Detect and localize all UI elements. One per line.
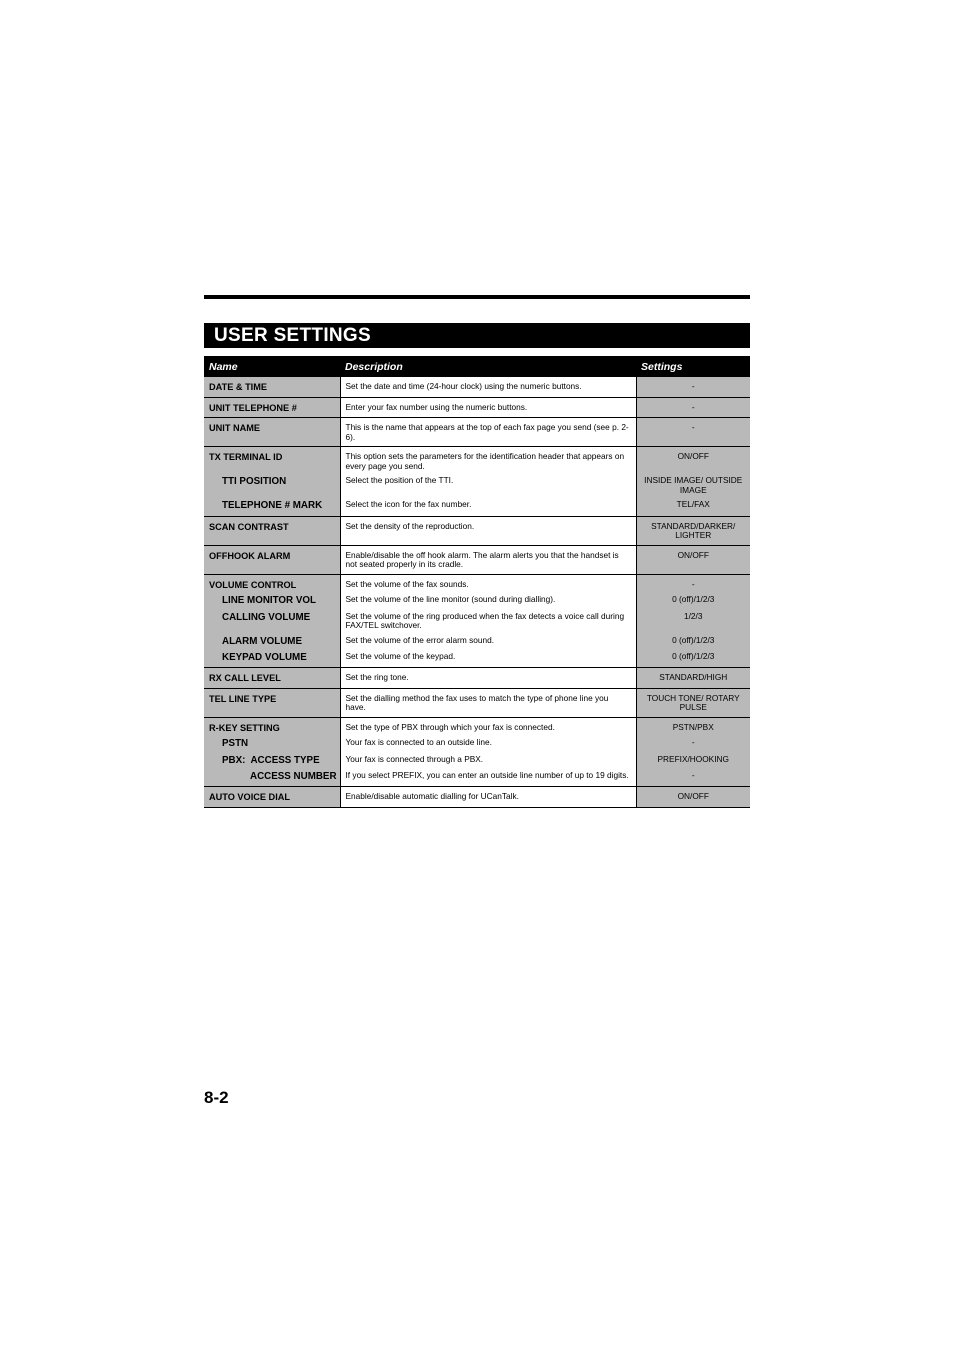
table-row — [204, 516, 750, 545]
row-group — [204, 447, 750, 516]
setting-values: 0 (off)/1/2/3 — [636, 631, 750, 647]
setting-values: ON/OFF — [636, 447, 750, 472]
setting-description: Select the position of the TTI. — [340, 471, 636, 495]
header-description: Description — [340, 356, 636, 377]
table-header-row — [204, 356, 750, 377]
row-group — [204, 717, 750, 786]
setting-values: PSTN/PBX — [636, 717, 750, 733]
setting-values: - — [636, 377, 750, 397]
setting-name: LINE MONITOR VOL — [204, 590, 340, 606]
table-row — [204, 631, 750, 647]
table-row — [204, 397, 750, 418]
setting-name: PBX: ACCESS TYPE — [204, 750, 340, 766]
setting-description: Set the volume of the fax sounds. — [340, 574, 636, 590]
row-group — [204, 516, 750, 545]
setting-values: - — [636, 418, 750, 447]
setting-values: ON/OFF — [636, 545, 750, 574]
setting-values: INSIDE IMAGE/ OUTSIDE IMAGE — [636, 471, 750, 495]
setting-description: Set the dialling method the fax uses to match the type of phone line you have. — [340, 688, 636, 717]
setting-name: SCAN CONTRAST — [204, 516, 340, 545]
setting-description: Set the date and time (24-hour clock) using the numeric buttons. — [340, 377, 636, 397]
setting-values: ON/OFF — [636, 787, 750, 808]
table-row — [204, 495, 750, 516]
table-row — [204, 418, 750, 447]
row-group — [204, 418, 750, 447]
setting-name: TELEPHONE # MARK — [204, 495, 340, 516]
setting-name: OFFHOOK ALARM — [204, 545, 340, 574]
setting-values: TEL/FAX — [636, 495, 750, 516]
setting-name: CALLING VOLUME — [204, 607, 340, 631]
row-group — [204, 377, 750, 397]
table-row — [204, 377, 750, 397]
header-name: Name — [204, 356, 340, 377]
table-row — [204, 750, 750, 766]
setting-description: Enable/disable automatic dialling for UCanTalk. — [340, 787, 636, 808]
section-title: USER SETTINGS — [204, 323, 750, 348]
setting-name: VOLUME CONTROL — [204, 574, 340, 590]
table-row — [204, 766, 750, 787]
setting-description: Enter your fax number using the numeric buttons. — [340, 397, 636, 418]
table-row — [204, 688, 750, 717]
setting-description: Set the type of PBX through which your fax is connected. — [340, 717, 636, 733]
user-settings-table — [204, 356, 750, 808]
setting-description: This is the name that appears at the top of each fax page you send (see p. 2-6). — [340, 418, 636, 447]
table-row — [204, 787, 750, 808]
setting-name: TX TERMINAL ID — [204, 447, 340, 472]
setting-description: If you select PREFIX, you can enter an outside line number of up to 19 digits. — [340, 766, 636, 787]
table-row — [204, 668, 750, 689]
row-group — [204, 688, 750, 717]
table-row — [204, 647, 750, 668]
setting-name: ALARM VOLUME — [204, 631, 340, 647]
table-row — [204, 717, 750, 733]
table-row — [204, 607, 750, 631]
row-group — [204, 397, 750, 418]
setting-values: PREFIX/HOOKING — [636, 750, 750, 766]
setting-name: PSTN — [204, 733, 340, 749]
row-group — [204, 668, 750, 689]
setting-name: UNIT NAME — [204, 418, 340, 447]
setting-description: Set the volume of the error alarm sound. — [340, 631, 636, 647]
setting-description: Select the icon for the fax number. — [340, 495, 636, 516]
setting-description: Set the volume of the line monitor (sound during dialling). — [340, 590, 636, 606]
table-row — [204, 733, 750, 749]
setting-name: KEYPAD VOLUME — [204, 647, 340, 668]
setting-values: STANDARD/HIGH — [636, 668, 750, 689]
page-number: 8-2 — [204, 1088, 229, 1107]
row-group — [204, 574, 750, 667]
setting-name: AUTO VOICE DIAL — [204, 787, 340, 808]
setting-values: - — [636, 766, 750, 787]
setting-name: ACCESS NUMBER — [204, 766, 340, 787]
setting-name: TEL LINE TYPE — [204, 688, 340, 717]
setting-name: TTI POSITION — [204, 471, 340, 495]
table-row — [204, 590, 750, 606]
setting-name: RX CALL LEVEL — [204, 668, 340, 689]
row-group — [204, 545, 750, 574]
top-rule — [204, 295, 750, 299]
setting-description: Your fax is connected to an outside line. — [340, 733, 636, 749]
setting-values: - — [636, 574, 750, 590]
setting-values: 0 (off)/1/2/3 — [636, 647, 750, 668]
setting-values: - — [636, 397, 750, 418]
setting-description: Set the volume of the keypad. — [340, 647, 636, 668]
header-settings: Settings — [636, 356, 750, 377]
setting-values: STANDARD/DARKER/ LIGHTER — [636, 516, 750, 545]
setting-values: 1/2/3 — [636, 607, 750, 631]
table-row — [204, 447, 750, 472]
setting-description: Enable/disable the off hook alarm. The alarm alerts you that the handset is not seated properly in its cradle. — [340, 545, 636, 574]
table-row — [204, 471, 750, 495]
setting-name: R-KEY SETTING — [204, 717, 340, 733]
setting-description: Set the volume of the ring produced when the fax detects a voice call during FAX/TEL switchover. — [340, 607, 636, 631]
setting-description: This option sets the parameters for the identification header that appears on every page you send. — [340, 447, 636, 472]
setting-name: DATE & TIME — [204, 377, 340, 397]
row-group — [204, 787, 750, 808]
table-row — [204, 574, 750, 590]
setting-description: Set the ring tone. — [340, 668, 636, 689]
table-row — [204, 545, 750, 574]
setting-name: UNIT TELEPHONE # — [204, 397, 340, 418]
setting-values: 0 (off)/1/2/3 — [636, 590, 750, 606]
setting-description: Your fax is connected through a PBX. — [340, 750, 636, 766]
setting-values: TOUCH TONE/ ROTARY PULSE — [636, 688, 750, 717]
setting-description: Set the density of the reproduction. — [340, 516, 636, 545]
setting-values: - — [636, 733, 750, 749]
